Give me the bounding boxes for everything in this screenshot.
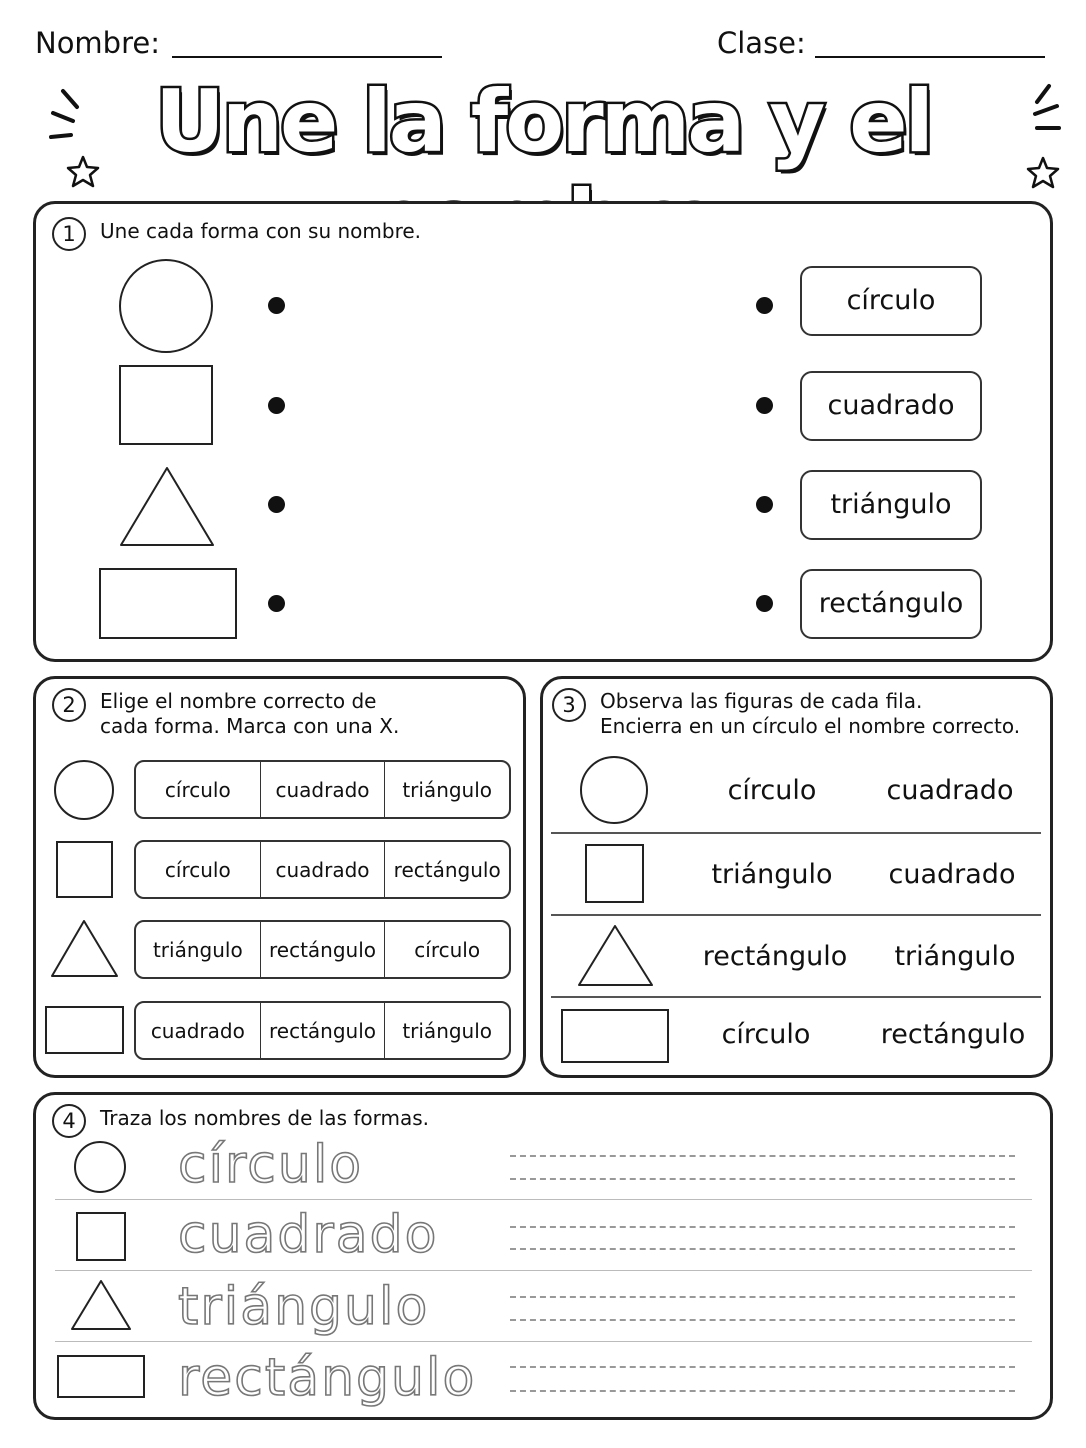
word-option[interactable]: triángulo [894, 941, 1016, 972]
word-option[interactable]: círculo [721, 1019, 811, 1050]
section-number: 4 [52, 1104, 86, 1138]
row-divider [55, 1199, 1032, 1200]
writing-line[interactable] [510, 1155, 1015, 1157]
square-icon [585, 844, 645, 904]
match-dot-left[interactable] [268, 595, 285, 612]
rectangle-icon [45, 1006, 125, 1056]
writing-line[interactable] [510, 1366, 1015, 1368]
rectangle-icon [57, 1355, 147, 1400]
instruction-line2: Encierra en un círculo el nombre correcto. [600, 714, 1021, 738]
class-label: Clase: [717, 26, 806, 60]
row-divider [55, 1270, 1032, 1271]
square-icon [56, 841, 114, 899]
option-cell[interactable]: cuadrado [261, 762, 386, 817]
trace-word[interactable]: rectángulo [178, 1348, 477, 1408]
rectangle-icon [561, 1009, 671, 1065]
writing-line[interactable] [510, 1296, 1015, 1298]
row-divider [551, 914, 1041, 916]
match-dot-right[interactable] [756, 397, 773, 414]
writing-line[interactable] [510, 1319, 1015, 1321]
name-field[interactable] [172, 56, 442, 58]
section-number: 3 [552, 688, 586, 722]
word-option[interactable]: rectángulo [702, 941, 848, 972]
option-cell[interactable]: rectángulo [393, 857, 501, 882]
section-number: 1 [52, 217, 86, 251]
row-divider [551, 996, 1041, 998]
triangle-icon [51, 920, 119, 978]
option-cell[interactable]: triángulo [402, 1018, 493, 1043]
circle-icon [118, 258, 214, 354]
row-divider [55, 1341, 1032, 1342]
writing-line[interactable] [510, 1248, 1015, 1250]
instruction-line1: Observa las figuras de cada fila. [600, 689, 923, 713]
word-option[interactable]: círculo [727, 775, 817, 806]
square-icon [119, 365, 214, 446]
writing-line[interactable] [510, 1226, 1015, 1228]
section-number: 2 [52, 688, 86, 722]
option-cell[interactable]: círculo [414, 937, 481, 962]
options-row [134, 760, 511, 819]
writing-line[interactable] [510, 1390, 1015, 1392]
option-cell[interactable]: rectángulo [261, 1003, 386, 1058]
triangle-icon [71, 1280, 133, 1332]
option-cell[interactable]: cuadrado [136, 1003, 261, 1058]
instruction-line2: cada forma. Marca con una X. [100, 714, 400, 738]
trace-word[interactable]: triángulo [178, 1277, 430, 1337]
class-field[interactable] [815, 56, 1045, 58]
word-option[interactable]: rectángulo [880, 1019, 1026, 1050]
trace-word[interactable]: círculo [178, 1135, 364, 1195]
option-cell[interactable]: cuadrado [261, 842, 386, 897]
writing-line[interactable] [510, 1178, 1015, 1180]
word-option[interactable]: cuadrado [886, 775, 1014, 806]
word-option[interactable]: triángulo [711, 859, 833, 890]
circle-icon [54, 760, 116, 822]
options-row [134, 920, 511, 979]
match-dot-right[interactable] [756, 595, 773, 612]
word-option[interactable]: cuadrado [888, 859, 1016, 890]
options-row [134, 840, 511, 899]
page-title: Une la forma y el [154, 72, 932, 172]
trace-word[interactable]: cuadrado [178, 1205, 439, 1265]
rectangle-icon [99, 568, 239, 640]
circle-icon [580, 756, 650, 826]
match-dot-left[interactable] [268, 496, 285, 513]
instruction-line1: Elige el nombre correcto de [100, 689, 377, 713]
match-dot-left[interactable] [268, 297, 285, 314]
instruction: Traza los nombres de las formas. [100, 1106, 430, 1130]
triangle-icon [120, 467, 215, 547]
option-cell[interactable]: triángulo [136, 922, 261, 977]
name-box: círculo [800, 266, 982, 336]
row-divider [551, 832, 1041, 834]
name-label: Nombre: [35, 26, 160, 60]
match-dot-right[interactable] [756, 496, 773, 513]
triangle-icon [578, 925, 654, 987]
option-cell[interactable]: círculo [136, 762, 261, 817]
option-cell[interactable]: círculo [136, 842, 261, 897]
instruction: Une cada forma con su nombre. [100, 219, 422, 243]
name-box: triángulo [800, 470, 982, 540]
name-box: rectángulo [800, 569, 982, 639]
square-icon [76, 1212, 128, 1262]
match-dot-left[interactable] [268, 397, 285, 414]
name-box: cuadrado [800, 371, 982, 441]
circle-icon [73, 1140, 129, 1196]
match-dot-right[interactable] [756, 297, 773, 314]
option-cell[interactable]: rectángulo [261, 922, 386, 977]
option-cell[interactable]: triángulo [402, 777, 493, 802]
options-row [134, 1001, 511, 1060]
